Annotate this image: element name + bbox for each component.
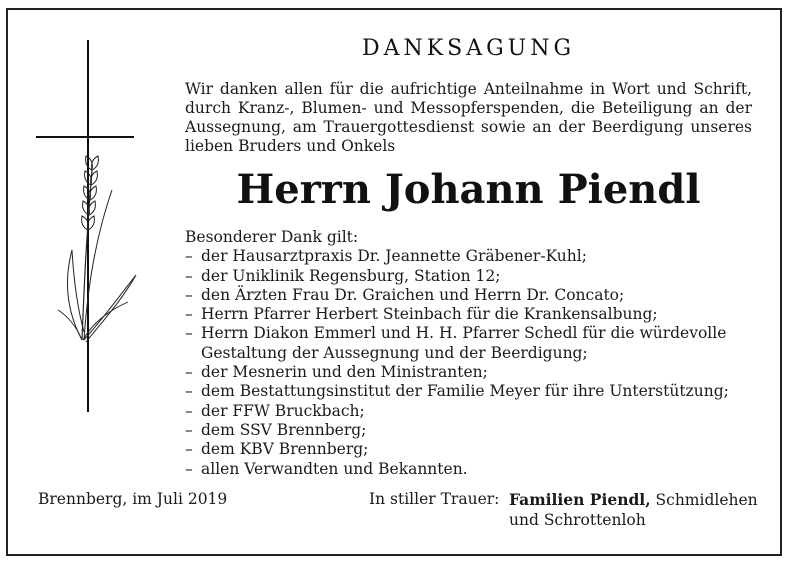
list-item: – der Uniklinik Regensburg, Station 12; — [185, 267, 752, 286]
special-thanks-section — [185, 228, 752, 479]
deceased-name: Herrn Johann Piendl — [236, 166, 701, 213]
cross-with-wheat-icon — [36, 40, 146, 412]
list-item: – Herrn Diakon Emmerl und H. H. Pfarrer Schedl für die würdevolle Gestaltung der Aussegnung und der Beerdigung; — [185, 324, 752, 363]
list-item: – der Mesnerin und den Ministranten; — [185, 363, 752, 382]
list-item: – allen Verwandten und Bekannten. — [185, 460, 752, 479]
list-item: – dem SSV Brennberg; — [185, 421, 752, 440]
mourners — [509, 490, 759, 530]
list-item: – der FFW Bruckbach; — [185, 402, 752, 421]
place-date: Brennberg, im Juli 2019 — [38, 490, 228, 508]
list-item: – dem KBV Brennberg; — [185, 440, 752, 459]
notice-heading: DANKSAGUNG — [361, 36, 576, 61]
mourners-places: Schmidlehen und Schrottenloh — [509, 491, 758, 529]
intro-paragraph: Wir danken allen für die aufrichtige Anteilnahme in Wort und Schrift, durch Kranz-, Blumen- und Messopferspenden, die Beteiligung an der Aussegnung, am Trauergottesdienst sowie an der Beerdigung unseres lieben Bruders und Onkels — [185, 80, 752, 155]
list-item: – der Hausarztpraxis Dr. Jeannette Gräbener-Kuhl; — [185, 247, 752, 266]
list-item: – den Ärzten Frau Dr. Graichen und Herrn Dr. Concato; — [185, 286, 752, 305]
mourners-family: Familien Piendl, — [509, 490, 651, 509]
thanks-heading: Besonderer Dank gilt: — [185, 228, 359, 246]
mourning-label: In stiller Trauer: — [369, 490, 500, 508]
thanks-list — [185, 247, 752, 479]
list-item: – Herrn Pfarrer Herbert Steinbach für die Krankensalbung; — [185, 305, 752, 324]
list-item: – dem Bestattungsinstitut der Familie Meyer für ihre Unterstützung; — [185, 382, 752, 401]
